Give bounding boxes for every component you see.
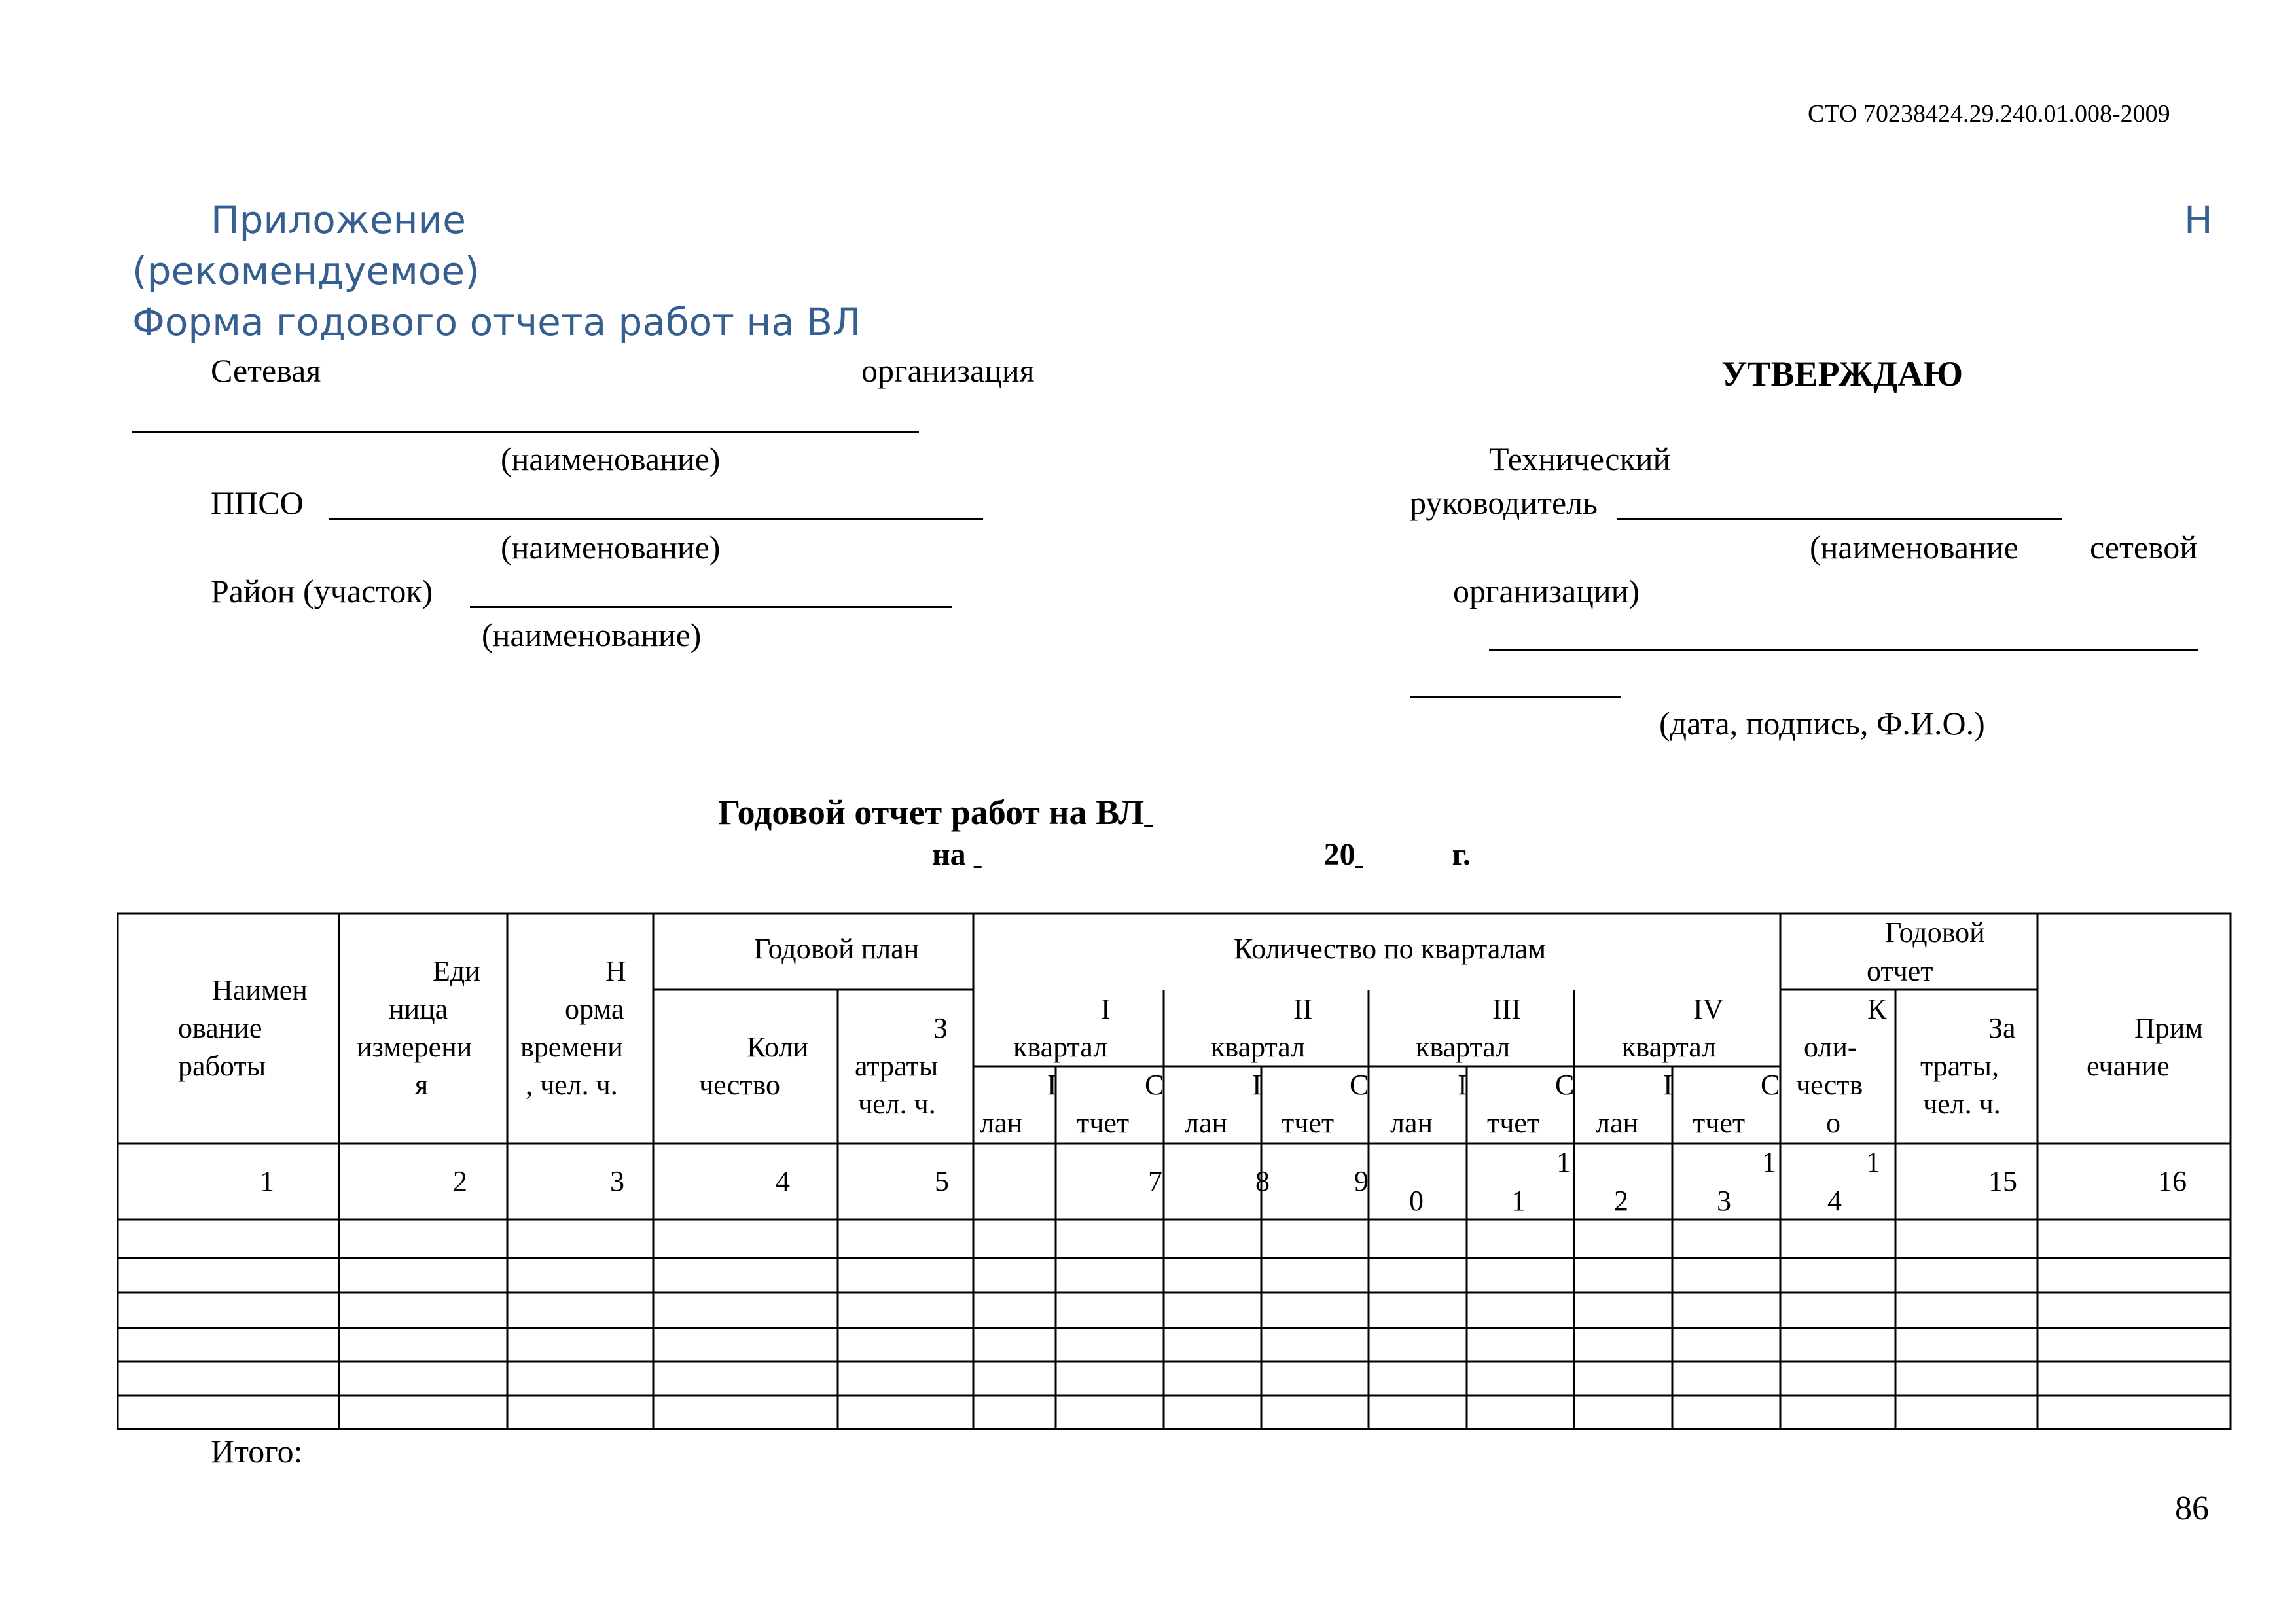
q2-report-cut: С bbox=[1350, 1069, 1369, 1101]
q1-report-cut: С bbox=[1145, 1069, 1164, 1101]
tech-title-2: руководитель bbox=[1410, 484, 1598, 521]
colnum-11-b: 1 bbox=[1511, 1185, 1526, 1217]
colnum-7: 7 bbox=[1148, 1165, 1162, 1197]
col-unit-l1: Еди bbox=[433, 955, 480, 987]
ar-costs-l2: траты, bbox=[1920, 1050, 1999, 1082]
report-title-text: Годовой отчет работ на ВЛ bbox=[718, 793, 1145, 832]
org-word-2: организация bbox=[861, 352, 1035, 389]
colnum-15: 15 bbox=[1988, 1165, 2017, 1197]
colnum-14-b: 4 bbox=[1827, 1185, 1842, 1217]
ar-costs-l1: За bbox=[1988, 1012, 2016, 1044]
ar-qty-l4: о bbox=[1826, 1107, 1840, 1139]
appendix-kind: (рекомендуемое) bbox=[132, 249, 480, 293]
colnum-4: 4 bbox=[776, 1165, 790, 1197]
q3-plan-cut: I bbox=[1458, 1069, 1467, 1101]
q2-report: тчет bbox=[1282, 1107, 1335, 1139]
ar-qty-l2: оли- bbox=[1804, 1031, 1857, 1063]
q4-plan-cut: I bbox=[1663, 1069, 1673, 1101]
colnum-12-b: 2 bbox=[1614, 1185, 1628, 1217]
col-name-l1: Наимен bbox=[212, 974, 308, 1006]
caption-name-a: (наименование bbox=[1810, 529, 2018, 566]
col-unit-l4: я bbox=[415, 1069, 429, 1101]
col-unit-l3: измерени bbox=[357, 1031, 473, 1063]
page-number: 86 bbox=[2175, 1490, 2209, 1527]
note-l1: Прим bbox=[2134, 1012, 2204, 1044]
ar-costs-l3: чел. ч. bbox=[1923, 1088, 2001, 1120]
org-word-1: Сетевая bbox=[211, 352, 321, 389]
q2-plan: лан bbox=[1185, 1107, 1228, 1139]
period-suffix: г. bbox=[1452, 837, 1471, 872]
plan-qty-l1: Коли bbox=[747, 1031, 809, 1063]
sign-caption: (дата, подпись, Ф.И.О.) bbox=[1659, 705, 1985, 742]
plan-costs-l3: чел. ч. bbox=[858, 1088, 936, 1120]
q4-plan: лан bbox=[1596, 1107, 1639, 1139]
org-caption: (наименование) bbox=[501, 441, 721, 477]
caption-name-b: сетевой bbox=[2090, 529, 2198, 566]
q1-plan-cut: I bbox=[1047, 1069, 1057, 1101]
colnum-1: 1 bbox=[260, 1165, 274, 1197]
quarter-4-num: IV bbox=[1693, 993, 1724, 1025]
q3-report-cut: С bbox=[1555, 1069, 1575, 1101]
total-label: Итого: bbox=[211, 1433, 303, 1470]
quarter-2-word: квартал bbox=[1211, 1031, 1306, 1063]
col-norm-l3: времени bbox=[520, 1031, 623, 1063]
approve-stamp: УТВЕРЖДАЮ bbox=[1721, 354, 1964, 393]
period-year: 20 bbox=[1323, 837, 1355, 872]
colnum-14-a: 1 bbox=[1866, 1146, 1880, 1178]
ppso-caption: (наименование) bbox=[501, 529, 721, 566]
colnum-13-b: 3 bbox=[1717, 1185, 1731, 1217]
note-l2: ечание bbox=[2087, 1050, 2170, 1082]
colnum-9: 9 bbox=[1354, 1165, 1369, 1197]
plan-costs-l1: З bbox=[933, 1012, 948, 1044]
district-label: Район (участок) bbox=[211, 573, 433, 609]
colnum-11-a: 1 bbox=[1556, 1146, 1571, 1178]
appendix-letter: Н bbox=[2184, 198, 2213, 242]
col-name-l3: работы bbox=[178, 1050, 266, 1082]
quarters-header: Количество по кварталам bbox=[1234, 933, 1547, 965]
q1-report: тчет bbox=[1077, 1107, 1130, 1139]
appendix-label: Приложение bbox=[211, 198, 466, 242]
col-name-l2: ование bbox=[178, 1012, 262, 1044]
ppso-label: ППСО bbox=[211, 484, 304, 521]
annual-plan-header: Годовой план bbox=[754, 933, 920, 965]
colnum-2: 2 bbox=[453, 1165, 467, 1197]
colnum-3: 3 bbox=[610, 1165, 624, 1197]
document-code: СТО 70238424.29.240.01.008-2009 bbox=[1808, 100, 2170, 128]
quarter-3-word: квартал bbox=[1416, 1031, 1511, 1063]
q1-plan: лан bbox=[980, 1107, 1023, 1139]
q4-report-cut: С bbox=[1761, 1069, 1780, 1101]
colnum-8: 8 bbox=[1255, 1165, 1270, 1197]
quarter-3-num: III bbox=[1492, 993, 1521, 1025]
annual-report-l2: отчет bbox=[1867, 955, 1933, 987]
plan-qty-l2: чество bbox=[699, 1069, 780, 1101]
plan-costs-l2: атраты bbox=[855, 1050, 939, 1082]
annual-report-l1: Годовой bbox=[1885, 916, 1985, 948]
quarter-2-num: II bbox=[1293, 993, 1313, 1025]
q2-plan-cut: I bbox=[1252, 1069, 1262, 1101]
quarter-4-word: квартал bbox=[1622, 1031, 1717, 1063]
ar-qty-l3: честв bbox=[1796, 1069, 1863, 1101]
col-norm-l2: орма bbox=[565, 993, 624, 1025]
colnum-5: 5 bbox=[935, 1165, 949, 1197]
quarter-1-num: I bbox=[1101, 993, 1111, 1025]
col-norm-l4: , чел. ч. bbox=[526, 1069, 618, 1101]
ar-qty-l1: К bbox=[1867, 993, 1887, 1025]
colnum-13-a: 1 bbox=[1762, 1146, 1776, 1178]
q4-report: тчет bbox=[1693, 1107, 1746, 1139]
q3-plan: лан bbox=[1390, 1107, 1433, 1139]
quarter-1-word: квартал bbox=[1013, 1031, 1108, 1063]
colnum-16: 16 bbox=[2158, 1165, 2187, 1197]
colnum-10-b: 0 bbox=[1409, 1185, 1424, 1217]
col-norm-l1: Н bbox=[605, 955, 626, 987]
caption-name-c: организации) bbox=[1453, 573, 1640, 609]
district-caption: (наименование) bbox=[482, 617, 702, 653]
col-unit-l2: ница bbox=[389, 993, 448, 1025]
appendix-title: Форма годового отчета работ на ВЛ bbox=[132, 300, 861, 344]
tech-title-1: Технический bbox=[1489, 441, 1671, 477]
period-prefix: на bbox=[932, 837, 966, 872]
q3-report: тчет bbox=[1487, 1107, 1540, 1139]
